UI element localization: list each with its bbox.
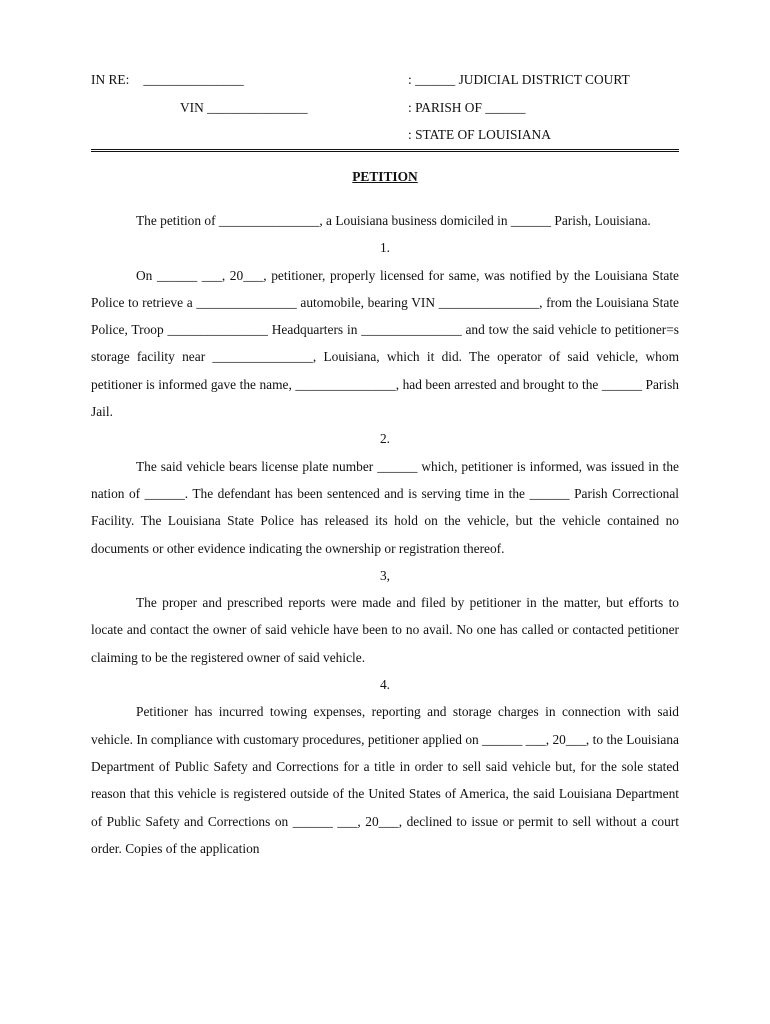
court-caption: : ______ JUDICIAL DISTRICT COURT: [408, 72, 630, 87]
in-re-label: IN RE:: [91, 72, 130, 87]
paragraph-3: The proper and prescribed reports were made and filed by petitioner in the matter, but efforts to locate and contact the owner of said vehicle have been to no avail. No one has called or contacted petitioner claiming to be the registered owner of said vehicle.: [91, 595, 679, 665]
section-number-1: 1.: [379, 240, 391, 256]
petition-body: [91, 207, 679, 862]
in-re-caption: [91, 72, 244, 88]
state-caption: : STATE OF LOUISIANA: [408, 127, 551, 142]
section-number-2: 2.: [379, 431, 391, 447]
section-number-4: 4.: [379, 677, 391, 693]
caption-divider: [91, 149, 679, 152]
paragraph-4: Petitioner has incurred towing expenses, reporting and storage charges in connection with said vehicle. In compliance with customary procedures, petitioner applied on ______ ___, 20___, to the Louisiana Department of Public Safety and Corrections for a title in order to sell said vehicle but, for the sole stated reason that this vehicle is registered outside of the United States of America, the said Louisiana Department of Public Safety and Corrections on ______ ___, 20___, declined to issue or permit to sell without a court order. Copies of the application: [91, 704, 679, 856]
intro-paragraph: The petition of _______________, a Louisiana business domiciled in ______ Parish, Louisiana.: [136, 213, 651, 228]
vin-caption: VIN _______________: [180, 100, 308, 115]
paragraph-2: The said vehicle bears license plate number ______ which, petitioner is informed, was issued in the nation of ______. The defendant has been sentenced and is serving time in the ______ Parish Correctional Facility. The Louisiana State Police has released its hold on the vehicle, but the vehicle contained no documents or other evidence indicating the ownership or registration thereof.: [91, 458, 679, 556]
petition-title: PETITION: [352, 169, 418, 184]
in-re-blank: _______________: [143, 72, 244, 87]
section-number-3: 3,: [379, 567, 391, 583]
parish-caption: : PARISH OF ______: [408, 100, 526, 115]
paragraph-1: On ______ ___, 20___, petitioner, properly licensed for same, was notified by the Louisiana State Police to retrieve a _______________ automobile, bearing VIN _______________, from the Louisiana State Police, Troop _______________ Headquarters in _______________ and tow the said vehicle to petitioner=s storage facility near _______________, Louisiana, which it did. The operator of said vehicle, whom petitioner is informed gave the name, _______________, had been arrested and brought to the ______ Parish Jail.: [91, 267, 679, 420]
